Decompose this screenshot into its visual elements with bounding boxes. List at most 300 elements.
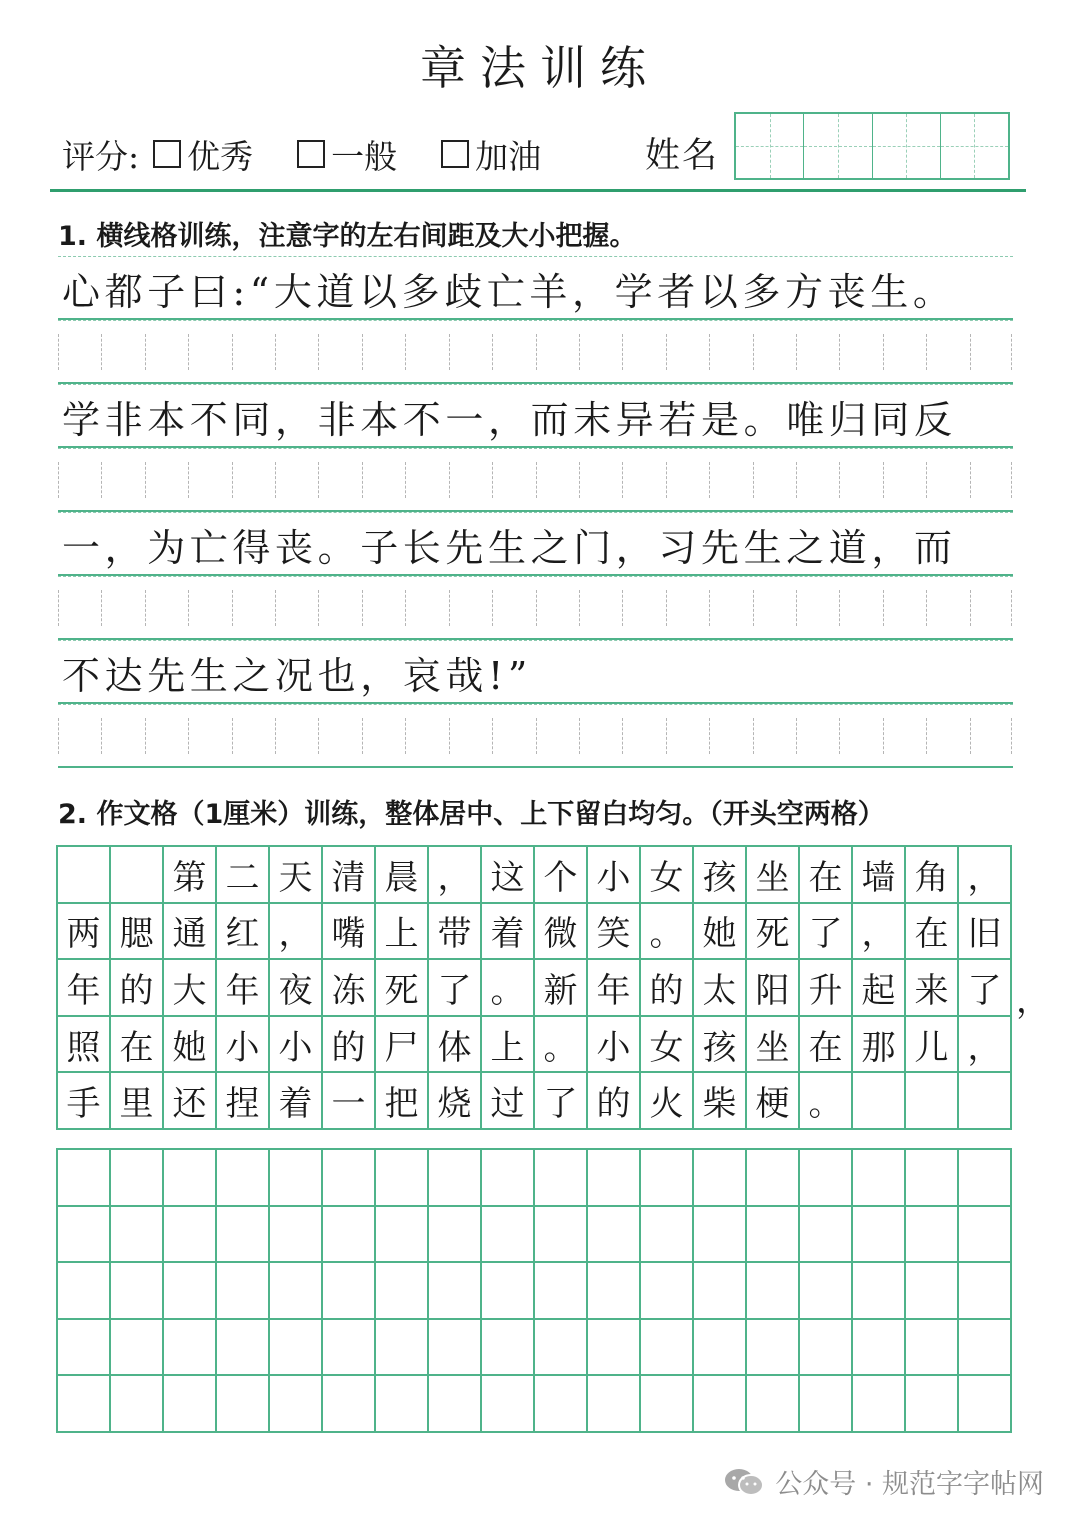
blank-grid-cell[interactable]: [164, 1320, 217, 1377]
tick-mark: [883, 590, 884, 626]
blank-grid-cell[interactable]: [535, 1150, 588, 1207]
blank-grid-cell[interactable]: [323, 1150, 376, 1207]
grid-cell: 两: [58, 904, 111, 961]
tick-mark: [101, 334, 102, 370]
tick-mark: [926, 718, 927, 754]
tick-mark: [58, 462, 59, 498]
grid-cell: 小: [588, 1017, 641, 1074]
practice-line: 学非本不同，非本不一，而末异若是。唯归同反: [62, 398, 957, 442]
grid-cell: 旧: [959, 904, 1012, 961]
tick-mark: [362, 462, 363, 498]
grid-cell: 。: [641, 904, 694, 961]
page-title: 章法训练: [420, 41, 660, 95]
tick-mark: [405, 462, 406, 498]
grid-cell: 着: [482, 904, 535, 961]
grid-cell: 角: [906, 847, 959, 904]
grid-cell: 的: [588, 1073, 641, 1130]
blank-grid-cell[interactable]: [217, 1376, 270, 1433]
blank-grid-cell[interactable]: [800, 1207, 853, 1264]
tick-mark: [492, 462, 493, 498]
grid-cell: 烧: [429, 1073, 482, 1130]
grid-cell: 太: [694, 960, 747, 1017]
blank-grid-cell[interactable]: [906, 1207, 959, 1264]
score-label: 评分:: [62, 136, 140, 176]
grid-cell: 个: [535, 847, 588, 904]
tick-mark: [188, 334, 189, 370]
grid-cell: 柴: [694, 1073, 747, 1130]
blank-grid-cell[interactable]: [376, 1376, 429, 1433]
blank-grid-cell[interactable]: [58, 1320, 111, 1377]
grid-cell: 女: [641, 847, 694, 904]
blank-grid-cell[interactable]: [323, 1207, 376, 1264]
tick-mark: [579, 334, 580, 370]
blank-grid-cell[interactable]: [429, 1207, 482, 1264]
blank-grid-cell[interactable]: [641, 1320, 694, 1377]
blank-grid-cell[interactable]: [429, 1263, 482, 1320]
watermark-text: 公众号 · 规范字字帖网: [775, 1469, 1044, 1500]
tick-mark: [926, 590, 927, 626]
blank-grid-cell[interactable]: [376, 1320, 429, 1377]
grid-cell: 通: [164, 904, 217, 961]
grid-cell: 的: [323, 1017, 376, 1074]
score-row: [62, 130, 541, 178]
grid-cell: 火: [641, 1073, 694, 1130]
blank-grid-cell[interactable]: [959, 1376, 1012, 1433]
blank-grid-cell[interactable]: [429, 1376, 482, 1433]
tick-mark: [666, 334, 667, 370]
blank-grid-cell[interactable]: [270, 1207, 323, 1264]
tick-mark: [449, 334, 450, 370]
blank-grid-cell[interactable]: [58, 1376, 111, 1433]
blank-grid-cell[interactable]: [906, 1263, 959, 1320]
grid-cell: 嘴: [323, 904, 376, 961]
blank-grid-cell[interactable]: [323, 1263, 376, 1320]
blank-grid-cell[interactable]: [694, 1207, 747, 1264]
blank-grid-cell[interactable]: [58, 1207, 111, 1264]
blank-grid-cell[interactable]: [323, 1320, 376, 1377]
tick-mark: [318, 590, 319, 626]
tick-mark: [839, 718, 840, 754]
grid-cell: 在: [800, 847, 853, 904]
grid-cell: 女: [641, 1017, 694, 1074]
grid-cell: 年: [58, 960, 111, 1017]
blank-grid-cell[interactable]: [270, 1150, 323, 1207]
option-label: 一般: [331, 136, 398, 176]
name-input-grid[interactable]: [734, 112, 1010, 180]
tick-mark: [796, 718, 797, 754]
tick-mark: [232, 718, 233, 754]
tick-mark: [666, 462, 667, 498]
tick-mark: [275, 590, 276, 626]
grid-cell: 了: [959, 960, 1012, 1017]
tick-mark: [709, 718, 710, 754]
blank-grid-cell[interactable]: [535, 1263, 588, 1320]
blank-grid-cell[interactable]: [535, 1376, 588, 1433]
blank-grid-cell[interactable]: [853, 1207, 906, 1264]
tick-mark: [970, 462, 971, 498]
blank-grid-cell[interactable]: [217, 1207, 270, 1264]
tick-mark: [145, 334, 146, 370]
blank-grid-cell[interactable]: [959, 1207, 1012, 1264]
grid-cell: 小: [217, 1017, 270, 1074]
blank-grid-cell[interactable]: [641, 1207, 694, 1264]
tick-mark: [709, 590, 710, 626]
tick-mark: [796, 334, 797, 370]
blank-grid-cell[interactable]: [588, 1207, 641, 1264]
tick-mark: [970, 718, 971, 754]
tick-mark: [449, 462, 450, 498]
blank-grid-cell[interactable]: [482, 1320, 535, 1377]
tick-mark: [883, 462, 884, 498]
blank-grid-cell[interactable]: [853, 1376, 906, 1433]
blank-grid-cell[interactable]: [535, 1320, 588, 1377]
practice-band-text: [58, 512, 1013, 576]
grid-cell: 小: [270, 1017, 323, 1074]
overflow-punctuation: ，: [1016, 981, 1050, 1021]
blank-grid-cell[interactable]: [217, 1150, 270, 1207]
blank-grid-cell[interactable]: [800, 1320, 853, 1377]
blank-grid-cell[interactable]: [217, 1263, 270, 1320]
checkbox[interactable]: [153, 140, 181, 168]
grid-cell: 夜: [270, 960, 323, 1017]
tick-mark: [232, 590, 233, 626]
tick-mark: [622, 590, 623, 626]
tick-mark: [796, 462, 797, 498]
tick-mark: [622, 718, 623, 754]
blank-grid-cell[interactable]: [959, 1263, 1012, 1320]
name-cell[interactable]: [736, 114, 804, 178]
tick-mark: [579, 718, 580, 754]
tick-mark: [839, 334, 840, 370]
tick-mark: [796, 590, 797, 626]
tick-mark: [362, 334, 363, 370]
tick-mark: [536, 718, 537, 754]
grid-cell: 清: [323, 847, 376, 904]
blank-grid-cell[interactable]: [906, 1150, 959, 1207]
tick-mark: [449, 590, 450, 626]
grid-cell: 。: [535, 1017, 588, 1074]
blank-grid-cell[interactable]: [747, 1376, 800, 1433]
blank-grid-cell[interactable]: [588, 1376, 641, 1433]
grid-cell: ，: [270, 904, 323, 961]
grid-cell: 天: [270, 847, 323, 904]
tick-mark: [318, 462, 319, 498]
essay-grid-filled: [56, 845, 1012, 1130]
tick-mark: [232, 334, 233, 370]
grid-cell: 还: [164, 1073, 217, 1130]
blank-grid-cell[interactable]: [323, 1376, 376, 1433]
blank-grid-cell[interactable]: [164, 1207, 217, 1264]
grid-cell: 腮: [111, 904, 164, 961]
grid-cell: 捏: [217, 1073, 270, 1130]
grid-cell: 梗: [747, 1073, 800, 1130]
tick-mark: [101, 718, 102, 754]
blank-grid-cell[interactable]: [270, 1320, 323, 1377]
grid-cell: 她: [164, 1017, 217, 1074]
tick-mark: [318, 334, 319, 370]
grid-cell: 来: [906, 960, 959, 1017]
grid-cell: ，: [853, 904, 906, 961]
tick-mark: [188, 462, 189, 498]
grid-cell: [58, 847, 111, 904]
tick-mark: [536, 462, 537, 498]
tick-mark: [970, 334, 971, 370]
grid-cell: 在: [111, 1017, 164, 1074]
grid-cell: 带: [429, 904, 482, 961]
grid-cell: 里: [111, 1073, 164, 1130]
score-option-average[interactable]: [297, 131, 397, 178]
grid-cell: 在: [800, 1017, 853, 1074]
grid-cell: 这: [482, 847, 535, 904]
grid-cell: ，: [959, 1017, 1012, 1074]
blank-grid-cell[interactable]: [853, 1320, 906, 1377]
blank-grid-cell[interactable]: [164, 1150, 217, 1207]
grid-cell: 了: [429, 960, 482, 1017]
blank-grid-cell[interactable]: [641, 1376, 694, 1433]
grid-cell: 微: [535, 904, 588, 961]
grid-cell: [959, 1073, 1012, 1130]
horizontal-line-practice: [58, 256, 1013, 768]
tick-mark: [622, 334, 623, 370]
grid-cell: 尸: [376, 1017, 429, 1074]
blank-grid-cell[interactable]: [694, 1376, 747, 1433]
grid-cell: 大: [164, 960, 217, 1017]
essay-grid-blank[interactable]: [56, 1148, 1012, 1433]
practice-band-empty[interactable]: [58, 448, 1013, 512]
tick-mark: [839, 462, 840, 498]
option-label: 加油: [475, 136, 542, 176]
grid-cell: 墙: [853, 847, 906, 904]
blank-grid-cell[interactable]: [959, 1150, 1012, 1207]
section2-heading: 2. 作文格（1厘米）训练，整体居中、上下留白均匀。（开头空两格）: [58, 799, 885, 830]
blank-grid-cell[interactable]: [800, 1263, 853, 1320]
blank-grid-cell[interactable]: [429, 1320, 482, 1377]
blank-grid-cell[interactable]: [588, 1263, 641, 1320]
blank-grid-cell[interactable]: [482, 1376, 535, 1433]
tick-mark: [1011, 590, 1012, 626]
blank-grid-cell[interactable]: [853, 1263, 906, 1320]
grid-cell: 坐: [747, 1017, 800, 1074]
tick-mark: [622, 462, 623, 498]
grid-cell: 把: [376, 1073, 429, 1130]
blank-grid-cell[interactable]: [376, 1150, 429, 1207]
tick-mark: [753, 462, 754, 498]
tick-mark: [492, 718, 493, 754]
blank-grid-cell[interactable]: [58, 1263, 111, 1320]
grid-cell: 死: [747, 904, 800, 961]
grid-cell: 年: [588, 960, 641, 1017]
blank-grid-cell[interactable]: [58, 1150, 111, 1207]
tick-mark: [275, 462, 276, 498]
grid-cell: 儿: [906, 1017, 959, 1074]
tick-mark: [753, 718, 754, 754]
grid-cell: 孩: [694, 847, 747, 904]
checkbox[interactable]: [441, 140, 469, 168]
practice-band-text: [58, 384, 1013, 448]
tick-mark: [970, 590, 971, 626]
grid-cell: 年: [217, 960, 270, 1017]
blank-grid-cell[interactable]: [694, 1263, 747, 1320]
name-cell[interactable]: [941, 114, 1008, 178]
blank-grid-cell[interactable]: [270, 1263, 323, 1320]
grid-cell: 坐: [747, 847, 800, 904]
blank-grid-cell[interactable]: [111, 1150, 164, 1207]
grid-cell: 一: [323, 1073, 376, 1130]
grid-cell: 上: [376, 904, 429, 961]
grid-cell: 。: [800, 1073, 853, 1130]
tick-mark: [492, 334, 493, 370]
blank-grid-cell[interactable]: [588, 1320, 641, 1377]
blank-grid-cell[interactable]: [641, 1150, 694, 1207]
grid-cell: ，: [959, 847, 1012, 904]
grid-cell: 升: [800, 960, 853, 1017]
grid-cell: 的: [111, 960, 164, 1017]
blank-grid-cell[interactable]: [694, 1150, 747, 1207]
tick-mark: [536, 590, 537, 626]
grid-cell: 那: [853, 1017, 906, 1074]
grid-cell: 上: [482, 1017, 535, 1074]
blank-grid-cell[interactable]: [747, 1263, 800, 1320]
blank-grid-cell[interactable]: [959, 1320, 1012, 1377]
name-cell[interactable]: [873, 114, 941, 178]
grid-cell: 二: [217, 847, 270, 904]
tick-mark: [405, 590, 406, 626]
score-option-cheer[interactable]: [441, 131, 541, 178]
blank-grid-cell[interactable]: [217, 1320, 270, 1377]
tick-mark: [709, 334, 710, 370]
tick-mark: [188, 590, 189, 626]
blank-grid-cell[interactable]: [111, 1376, 164, 1433]
grid-cell: 体: [429, 1017, 482, 1074]
practice-line: 不达先生之况也，哀哉!”: [62, 654, 532, 698]
grid-cell: [111, 847, 164, 904]
practice-band-text: [58, 256, 1013, 320]
grid-cell: 死: [376, 960, 429, 1017]
blank-grid-cell[interactable]: [747, 1150, 800, 1207]
tick-mark: [579, 590, 580, 626]
grid-cell: 笑: [588, 904, 641, 961]
name-label: 姓名: [645, 136, 720, 176]
blank-grid-cell[interactable]: [747, 1320, 800, 1377]
wechat-icon: [723, 1467, 765, 1497]
tick-mark: [362, 590, 363, 626]
tick-mark: [58, 718, 59, 754]
blank-grid-cell[interactable]: [853, 1150, 906, 1207]
grid-cell: 照: [58, 1017, 111, 1074]
grid-cell: 的: [641, 960, 694, 1017]
blank-grid-cell[interactable]: [800, 1376, 853, 1433]
blank-grid-cell[interactable]: [111, 1320, 164, 1377]
blank-grid-cell[interactable]: [906, 1376, 959, 1433]
tick-mark: [318, 718, 319, 754]
blank-grid-cell[interactable]: [429, 1150, 482, 1207]
blank-grid-cell[interactable]: [906, 1320, 959, 1377]
tick-mark: [709, 462, 710, 498]
tick-mark: [145, 462, 146, 498]
practice-line: 一，为亡得丧。子长先生之门，习先生之道，而: [62, 526, 957, 570]
tick-mark: [926, 334, 927, 370]
practice-line: 心都子曰:“大道以多歧亡羊，学者以多方丧生。: [62, 270, 956, 314]
tick-mark: [926, 462, 927, 498]
tick-mark: [58, 334, 59, 370]
tick-mark: [58, 590, 59, 626]
grid-cell: 起: [853, 960, 906, 1017]
blank-grid-cell[interactable]: [164, 1263, 217, 1320]
tick-mark: [405, 718, 406, 754]
name-cell[interactable]: [804, 114, 872, 178]
tick-mark: [839, 590, 840, 626]
tick-mark: [883, 718, 884, 754]
blank-grid-cell[interactable]: [482, 1207, 535, 1264]
grid-cell: 第: [164, 847, 217, 904]
blank-grid-cell[interactable]: [641, 1263, 694, 1320]
grid-cell: 手: [58, 1073, 111, 1130]
grid-cell: [853, 1073, 906, 1130]
option-label: 优秀: [187, 136, 254, 176]
header-divider: [50, 189, 1026, 192]
tick-mark: [666, 590, 667, 626]
tick-mark: [275, 334, 276, 370]
grid-cell: 她: [694, 904, 747, 961]
grid-cell: 。: [482, 960, 535, 1017]
grid-cell: 着: [270, 1073, 323, 1130]
blank-grid-cell[interactable]: [535, 1207, 588, 1264]
tick-mark: [188, 718, 189, 754]
tick-mark: [101, 590, 102, 626]
blank-grid-cell[interactable]: [482, 1150, 535, 1207]
blank-grid-cell[interactable]: [482, 1263, 535, 1320]
blank-grid-cell[interactable]: [111, 1263, 164, 1320]
grid-cell: 阳: [747, 960, 800, 1017]
tick-mark: [1011, 334, 1012, 370]
blank-grid-cell[interactable]: [270, 1376, 323, 1433]
practice-band-empty[interactable]: [58, 704, 1013, 768]
tick-mark: [579, 462, 580, 498]
grid-cell: 新: [535, 960, 588, 1017]
section1-heading: 1. 横线格训练，注意字的左右间距及大小把握。: [58, 221, 637, 252]
blank-grid-cell[interactable]: [111, 1207, 164, 1264]
grid-cell: 小: [588, 847, 641, 904]
score-option-excellent[interactable]: [153, 131, 253, 178]
grid-cell: 孩: [694, 1017, 747, 1074]
grid-cell: 了: [535, 1073, 588, 1130]
tick-mark: [666, 718, 667, 754]
practice-band-empty[interactable]: [58, 320, 1013, 384]
watermark: [723, 1462, 1044, 1501]
blank-grid-cell[interactable]: [588, 1150, 641, 1207]
grid-cell: 在: [906, 904, 959, 961]
grid-cell: 冻: [323, 960, 376, 1017]
blank-grid-cell[interactable]: [376, 1263, 429, 1320]
grid-cell: 晨: [376, 847, 429, 904]
blank-grid-cell[interactable]: [694, 1320, 747, 1377]
blank-grid-cell[interactable]: [800, 1150, 853, 1207]
tick-mark: [492, 590, 493, 626]
tick-mark: [145, 590, 146, 626]
grid-cell: 了: [800, 904, 853, 961]
tick-mark: [275, 718, 276, 754]
tick-mark: [753, 590, 754, 626]
tick-mark: [1011, 462, 1012, 498]
tick-mark: [883, 334, 884, 370]
blank-grid-cell[interactable]: [164, 1376, 217, 1433]
checkbox[interactable]: [297, 140, 325, 168]
blank-grid-cell[interactable]: [376, 1207, 429, 1264]
practice-band-empty[interactable]: [58, 576, 1013, 640]
tick-mark: [449, 718, 450, 754]
grid-cell: ，: [429, 847, 482, 904]
blank-grid-cell[interactable]: [747, 1207, 800, 1264]
